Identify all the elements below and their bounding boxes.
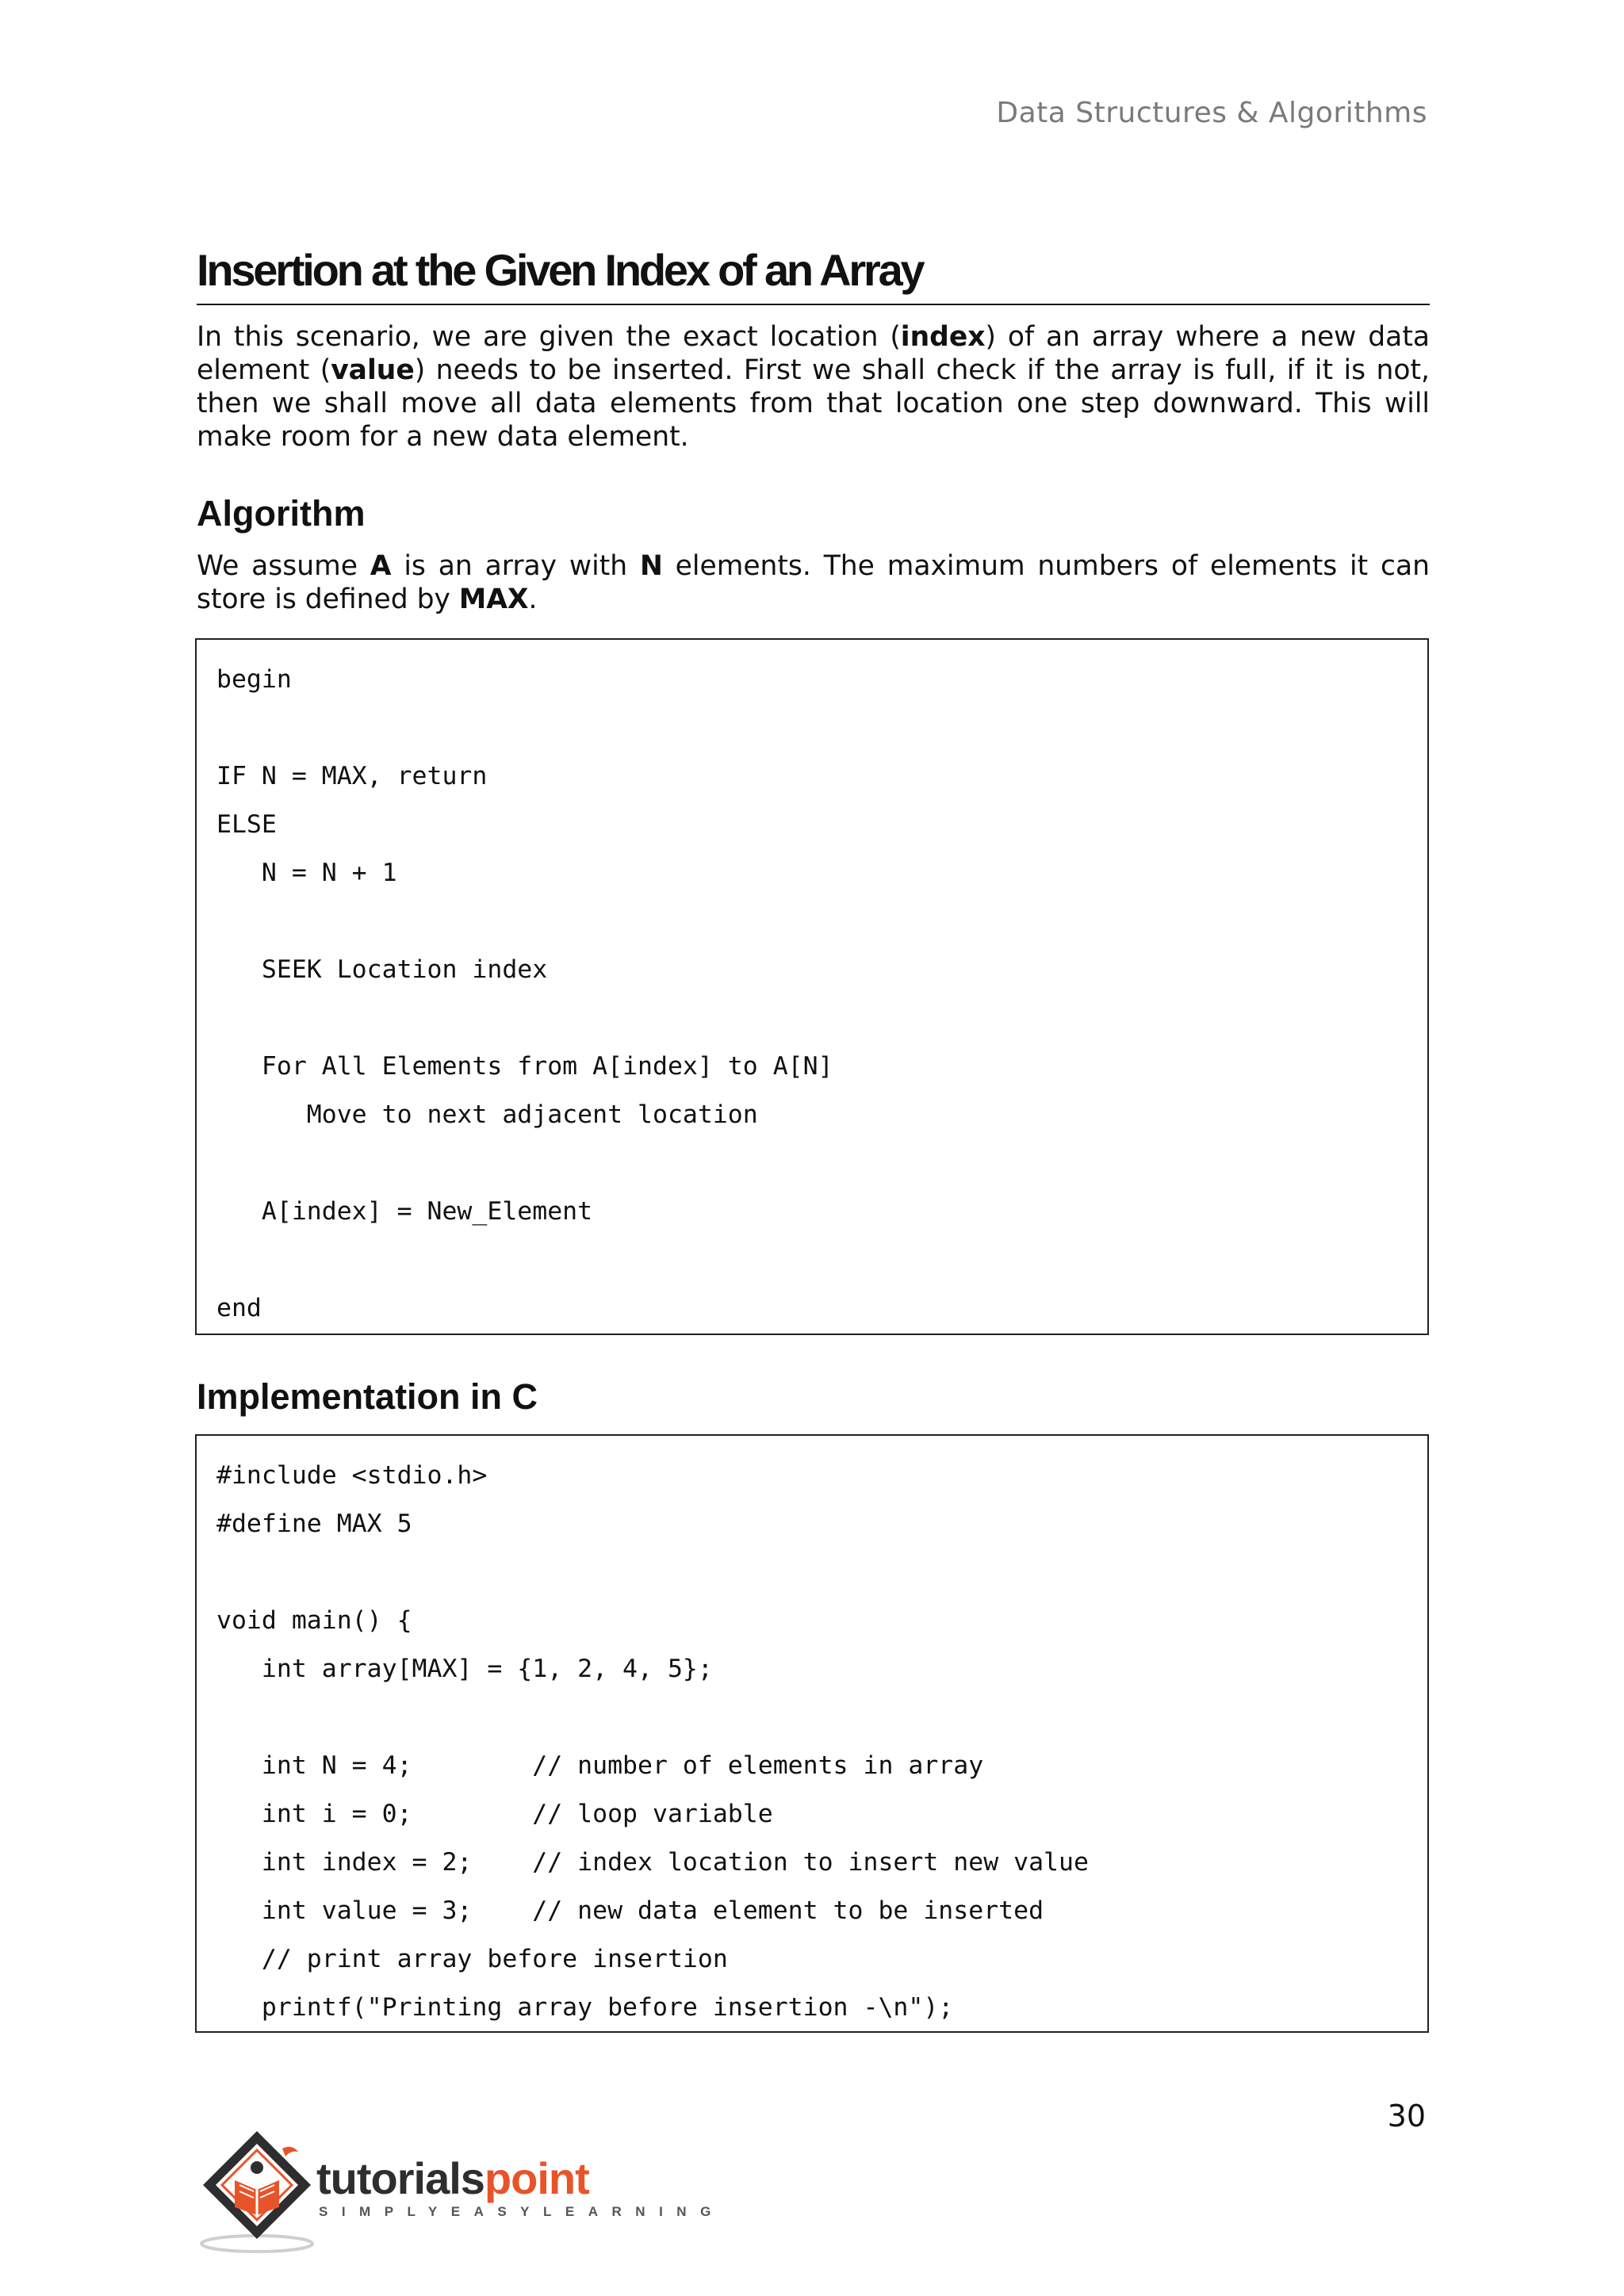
code-line <box>197 1548 1427 1597</box>
intro-bold-value: value <box>331 354 415 386</box>
code-line <box>197 1139 1427 1188</box>
code-line: SEEK Location index <box>216 955 548 984</box>
code-line: Move to next adjacent location <box>216 1100 758 1129</box>
code-line: // print array before insertion <box>216 1945 728 1973</box>
code-line: begin <box>216 665 292 694</box>
code-line: int index = 2; // index location to insert new value <box>216 1848 1089 1877</box>
code-line <box>197 897 1427 946</box>
code-line: #include <stdio.h> <box>216 1461 488 1490</box>
logo-emblem-icon <box>193 2125 320 2260</box>
section-title: Insertion at the Given Index of an Array <box>197 242 1430 305</box>
code-line: A[index] = New_Element <box>216 1197 593 1226</box>
code-line: printf("Printing array before insertion -\n"); <box>216 1993 954 2022</box>
algorithm-heading: Algorithm <box>197 493 366 534</box>
logo-wordmark-dark: tutorials <box>316 2153 485 2203</box>
intro-paragraph <box>197 320 1430 453</box>
code-line: N = N + 1 <box>216 859 397 887</box>
code-line: #define MAX 5 <box>216 1510 412 1538</box>
assume-text-2: is an array with <box>391 550 640 582</box>
implementation-code-block <box>195 1434 1429 2033</box>
algorithm-code-block <box>195 638 1429 1335</box>
code-line <box>197 994 1427 1043</box>
assume-text-1: We assume <box>197 550 370 582</box>
implementation-heading: Implementation in C <box>197 1376 538 1417</box>
intro-text-2: ) of an array where a new data element ( <box>197 321 1430 386</box>
code-line: int N = 4; // number of elements in array <box>216 1751 984 1780</box>
assumption-paragraph <box>197 549 1430 616</box>
code-line: end <box>216 1294 262 1322</box>
assume-bold-max: MAX <box>458 584 529 615</box>
code-line: int i = 0; // loop variable <box>216 1800 773 1828</box>
assume-bold-a: A <box>370 550 392 582</box>
intro-text-1: In this scenario, we are given the exact location ( <box>197 321 901 353</box>
intro-text-3: ) needs to be inserted. First we shall check if the array is full, if it is not, then we shall move all data elements from that location one step downward. This will make room for a new data element. <box>197 354 1430 453</box>
tutorialspoint-logo <box>193 2125 725 2260</box>
assume-text-4: . <box>528 584 538 615</box>
code-line: IF N = MAX, return <box>216 762 488 790</box>
assume-bold-n: N <box>639 550 663 582</box>
running-header: Data Structures & Algorithms <box>996 97 1427 129</box>
logo-wordmark <box>316 2155 589 2202</box>
code-line <box>197 1693 1427 1742</box>
intro-bold-index: index <box>900 321 986 353</box>
page-number: 30 <box>1387 2099 1426 2133</box>
code-line <box>197 704 1427 752</box>
code-line: ELSE <box>216 810 277 839</box>
assume-text-3: elements. The maximum numbers of elements it can store is defined by <box>197 550 1430 615</box>
code-line: For All Elements from A[index] to A[N] <box>216 1052 833 1081</box>
code-line: int array[MAX] = {1, 2, 4, 5}; <box>216 1655 713 1683</box>
code-line: int value = 3; // new data element to be inserted <box>216 1896 1044 1925</box>
logo-wordmark-accent: point <box>484 2153 589 2203</box>
code-line: void main() { <box>216 1606 412 1635</box>
logo-tagline: SIMPLYEASYLEARNING <box>319 2204 725 2219</box>
code-line <box>197 1236 1427 1284</box>
